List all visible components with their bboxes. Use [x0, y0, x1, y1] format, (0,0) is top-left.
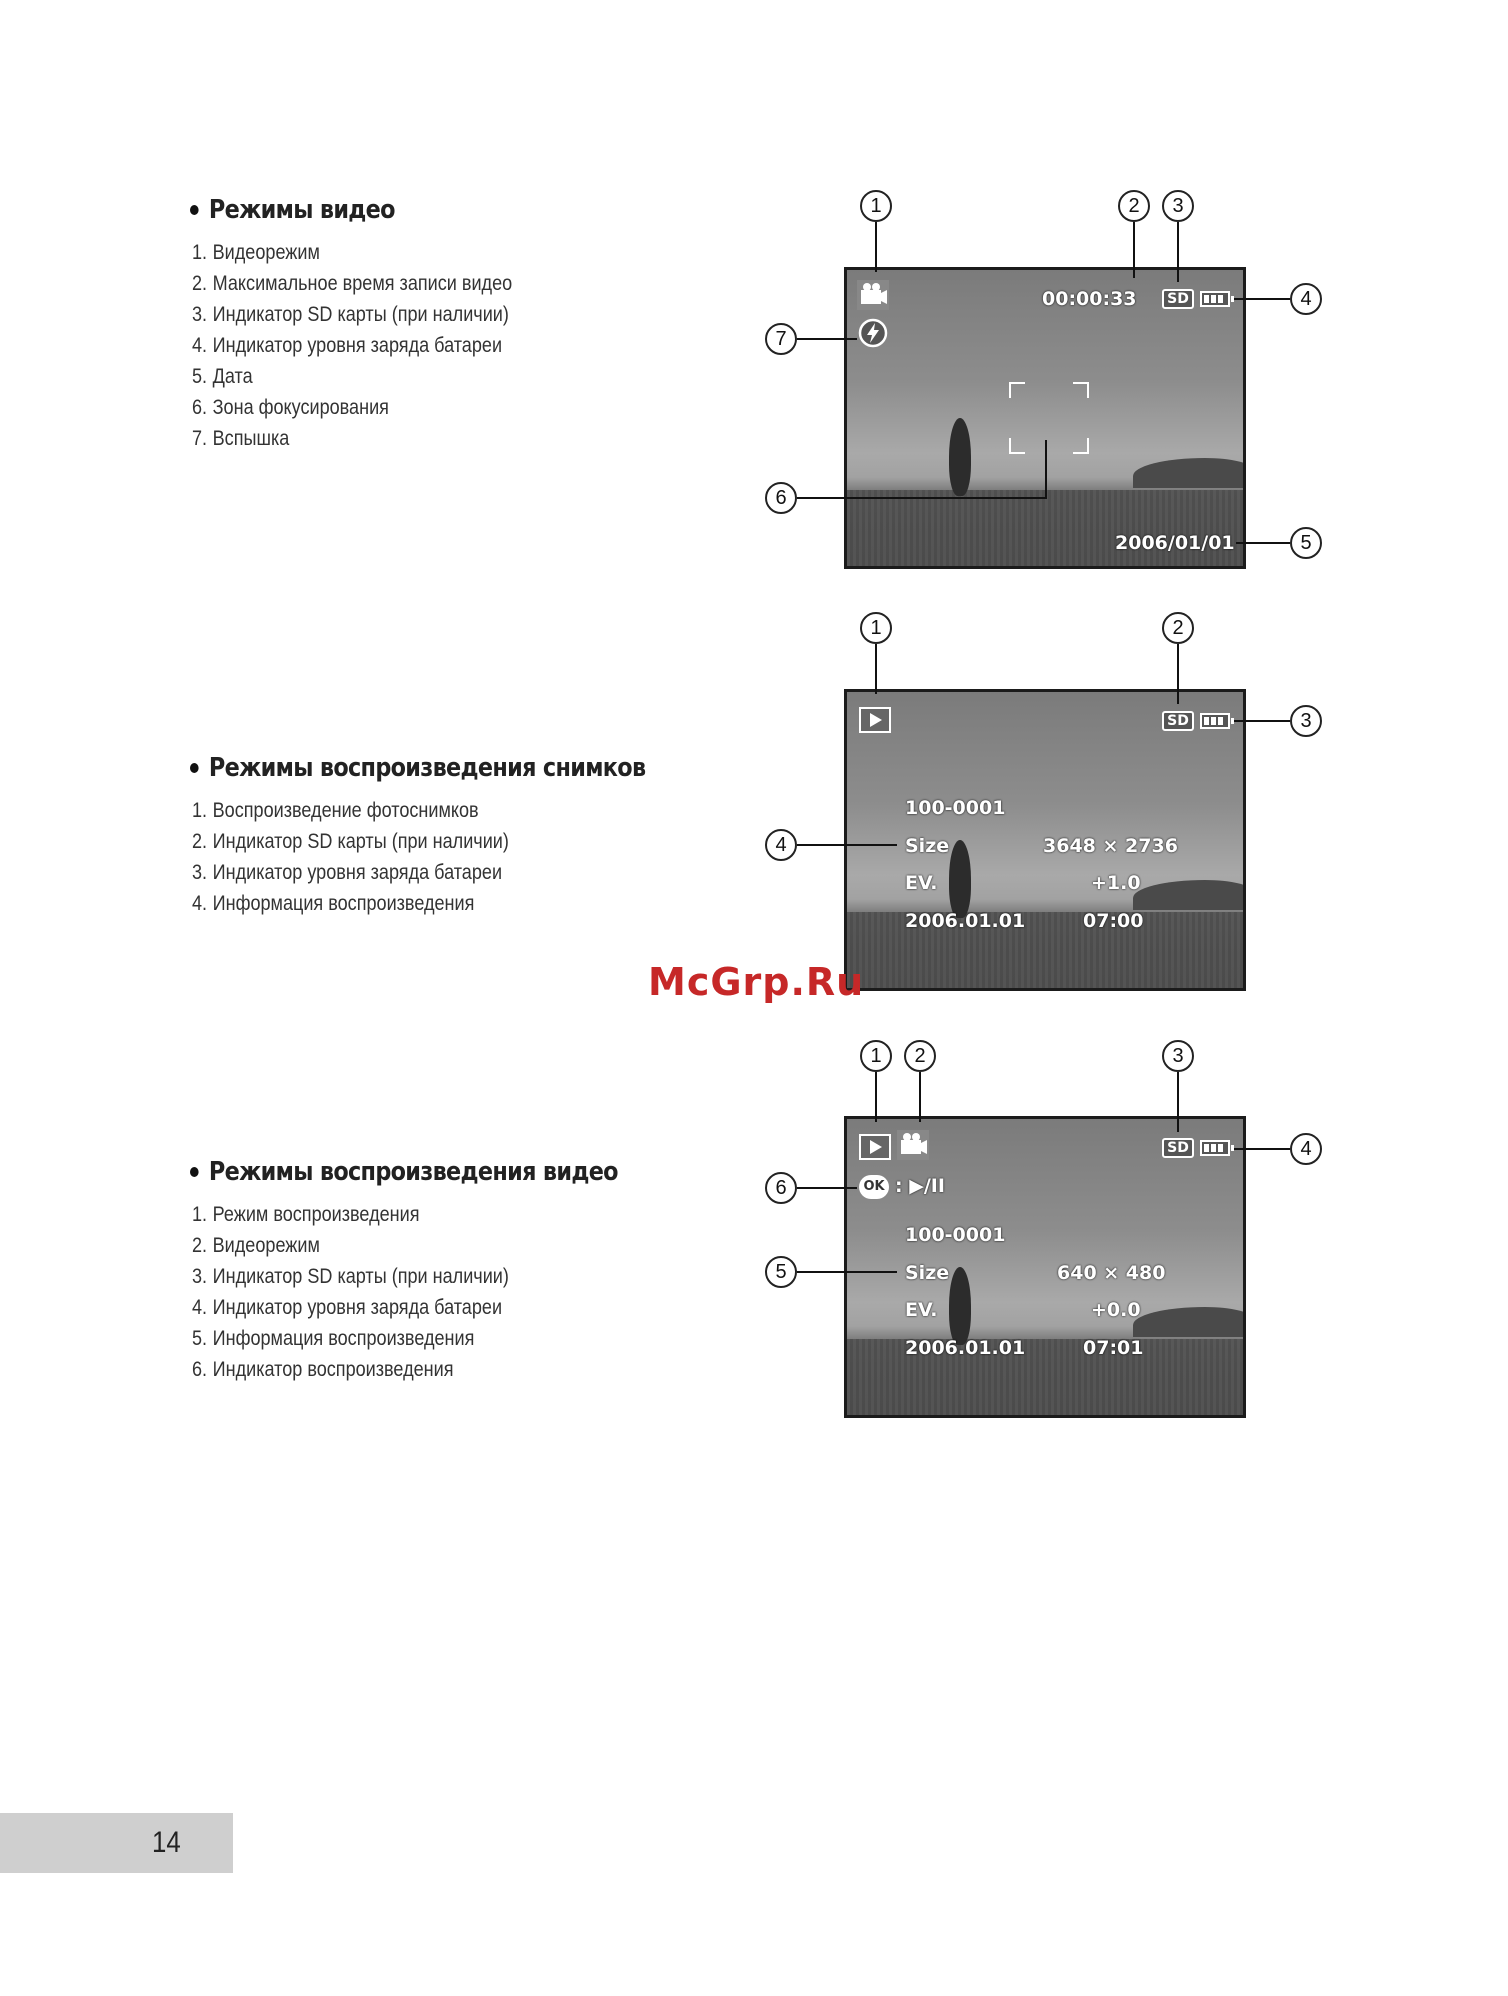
list-item: 6. Индикатор воспроизведения [192, 1358, 454, 1381]
callout-5: 5 [1290, 527, 1322, 559]
ev-value: +0.0 [1091, 1299, 1141, 1321]
list-item: 4. Индикатор уровня заряда батареи [192, 1296, 503, 1319]
battery-icon [1200, 713, 1230, 729]
record-time: 00:00:33 [1042, 288, 1137, 310]
callout-1: 1 [860, 1040, 892, 1072]
sd-card-icon: SD [1162, 1138, 1194, 1158]
section-video-mode [190, 195, 564, 454]
camera-screen-photo-playback [844, 689, 1246, 991]
list-item: 4. Информация воспроизведения [192, 892, 475, 915]
date-value: 2006.01.01 [905, 910, 1026, 932]
callout-6: 6 [765, 1172, 797, 1204]
item-list [192, 795, 720, 919]
battery-icon [1200, 1140, 1230, 1156]
video-camera-icon [897, 1130, 929, 1160]
ok-button-icon: OK [859, 1175, 889, 1199]
callout-4: 4 [765, 829, 797, 861]
list-item: 2. Видеорежим [192, 1234, 320, 1257]
list-item: 2. Индикатор SD карты (при наличии) [192, 830, 509, 853]
item-list [192, 1199, 688, 1385]
time-value: 07:00 [1083, 910, 1144, 932]
list-item: 1. Воспроизведение фотоснимков [192, 799, 479, 822]
file-number: 100-0001 [905, 1224, 1006, 1246]
focus-frame-corner [1073, 382, 1089, 398]
section-photo-playback [190, 753, 720, 919]
callout-5: 5 [765, 1256, 797, 1288]
list-item: 3. Индикатор уровня заряда батареи [192, 861, 503, 884]
callout-4: 4 [1290, 1133, 1322, 1165]
battery-icon [1200, 291, 1230, 307]
list-item: 6. Зона фокусирования [192, 396, 389, 419]
list-item: 7. Вспышка [192, 427, 290, 450]
list-item: 2. Максимальное время записи видео [192, 272, 513, 295]
video-camera-icon [857, 280, 889, 310]
date-value: 2006.01.01 [905, 1337, 1026, 1359]
callout-2: 2 [1118, 190, 1150, 222]
callout-7: 7 [765, 323, 797, 355]
list-item: 1. Режим воспроизведения [192, 1203, 420, 1226]
list-item: 4. Индикатор уровня заряда батареи [192, 334, 503, 357]
sd-card-icon: SD [1162, 711, 1194, 731]
flash-icon [858, 318, 888, 353]
bullet-icon [190, 205, 199, 215]
play-icon [859, 1134, 891, 1160]
bullet-icon [190, 1167, 199, 1177]
bullet-icon [190, 763, 199, 773]
tree-image [949, 418, 971, 496]
callout-3: 3 [1162, 1040, 1194, 1072]
callout-3: 3 [1162, 190, 1194, 222]
focus-frame-corner [1009, 382, 1025, 398]
callout-1: 1 [860, 190, 892, 222]
ev-label: EV. [905, 872, 938, 894]
time-value: 07:01 [1083, 1337, 1144, 1359]
size-value: 640 × 480 [1057, 1262, 1166, 1284]
callout-2: 2 [904, 1040, 936, 1072]
list-item: 3. Индикатор SD карты (при наличии) [192, 1265, 509, 1288]
watermark-text: McGrp.Ru [648, 960, 865, 1004]
file-number: 100-0001 [905, 797, 1006, 819]
focus-frame-corner [1009, 438, 1025, 454]
tree-image [949, 840, 971, 918]
list-item: 3. Индикатор SD карты (при наличии) [192, 303, 509, 326]
callout-2: 2 [1162, 612, 1194, 644]
callout-6: 6 [765, 482, 797, 514]
section-video-playback [190, 1157, 688, 1385]
section-title: Режимы воспроизведения видео [190, 1157, 618, 1187]
section-title: Режимы воспроизведения снимков [190, 753, 645, 783]
ev-value: +1.0 [1091, 872, 1141, 894]
tree-image [949, 1267, 971, 1345]
date-stamp: 2006/01/01 [1115, 532, 1235, 554]
callout-1: 1 [860, 612, 892, 644]
sd-card-icon: SD [1162, 289, 1194, 309]
play-icon [859, 707, 891, 733]
page-number: 14 [152, 1826, 181, 1859]
ev-label: EV. [905, 1299, 938, 1321]
focus-frame-corner [1073, 438, 1089, 454]
camera-screen-video [844, 267, 1246, 569]
size-value: 3648 × 2736 [1043, 835, 1178, 857]
callout-4: 4 [1290, 283, 1322, 315]
size-label: Size [905, 1262, 950, 1284]
callout-3: 3 [1290, 705, 1322, 737]
item-list [192, 237, 564, 454]
list-item: 1. Видеорежим [192, 241, 320, 264]
list-item: 5. Информация воспроизведения [192, 1327, 475, 1350]
list-item: 5. Дата [192, 365, 253, 388]
playback-indicator: : ▶/II [895, 1175, 945, 1197]
section-title: Режимы видео [190, 195, 512, 225]
size-label: Size [905, 835, 950, 857]
camera-screen-video-playback [844, 1116, 1246, 1418]
page-number-bar [0, 1813, 233, 1873]
